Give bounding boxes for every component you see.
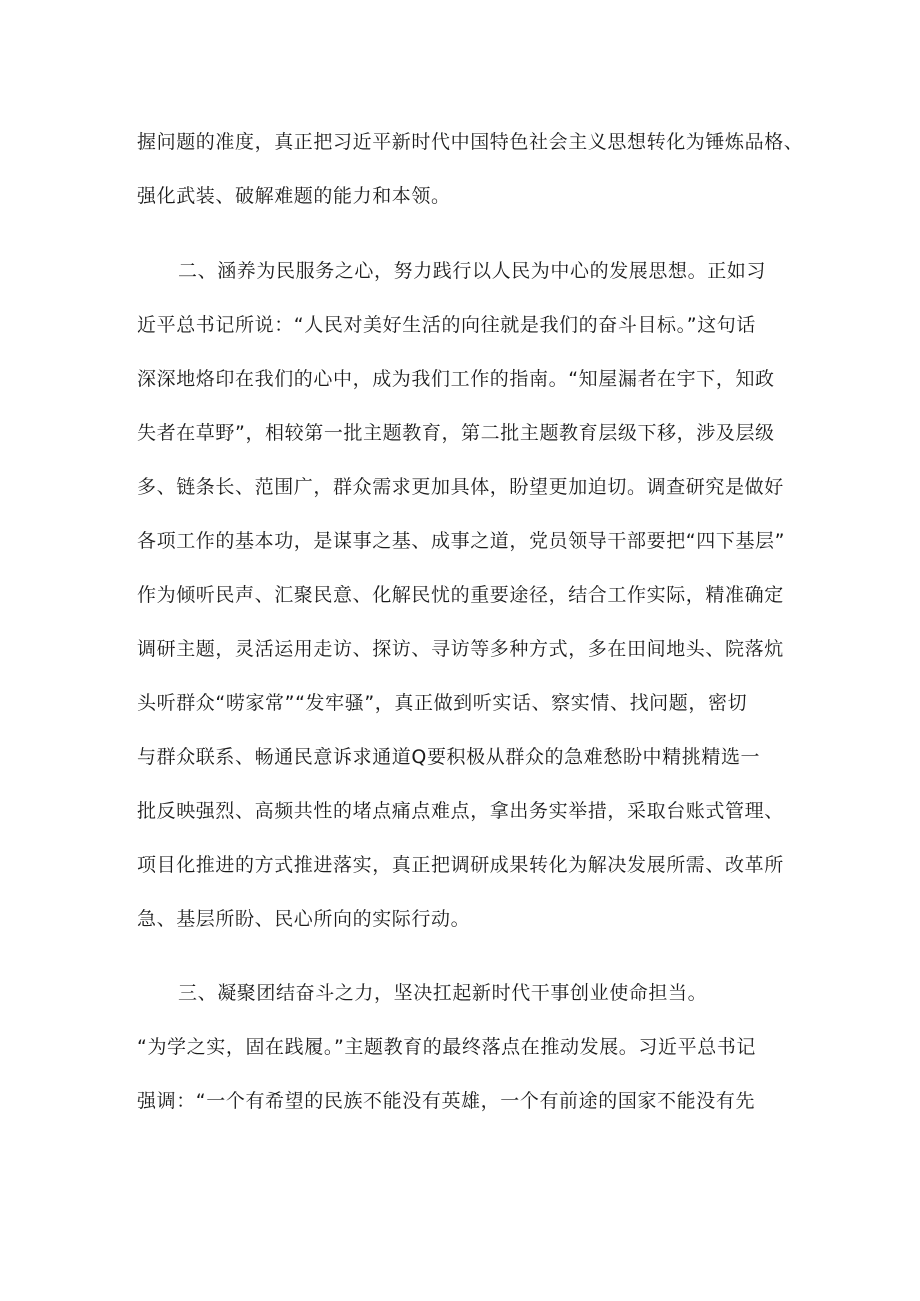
paragraph-1-line-2: 强化武装、破解难题的能力和本领。	[137, 185, 451, 207]
paragraph-2-line-2: 近平总书记所说：“人民对美好生活的向往就是我们的奋斗目标。”这句话	[137, 314, 756, 336]
paragraph-2-line-6: 各项工作的基本功，是谋事之基、成事之道，党员领导干部要把“四下基层”	[137, 530, 786, 552]
paragraph-3-line-1: 三、凝聚团结奋斗之力，坚决扛起新时代干事创业使命担当。	[178, 982, 708, 1004]
paragraph-3-line-3: 强调：“一个有希望的民族不能没有英雄，一个有前途的国家不能没有先	[137, 1090, 756, 1112]
paragraph-1-line-1: 握问题的准度，真正把习近平新时代中国特色社会主义思想转化为锤炼品格、	[137, 131, 804, 153]
paragraph-3-line-2: “为学之实，固在践履。”主题教育的最终落点在推动发展。习近平总书记	[137, 1036, 756, 1058]
paragraph-2-line-1: 二、涵养为民服务之心，努力践行以人民为中心的发展思想。正如习	[178, 260, 767, 282]
paragraph-2-line-7: 作为倾听民声、汇聚民意、化解民忧的重要途径，结合工作实际，精准确定	[137, 584, 784, 606]
paragraph-2-line-8: 调研主题，灵活运用走访、探访、寻访等多种方式，多在田间地头、院落炕	[137, 638, 784, 660]
paragraph-2-line-5: 多、链条长、范围广，群众需求更加具体，盼望更加迫切。调查研究是做好	[137, 476, 784, 498]
paragraph-2-line-10: 与群众联系、畅通民意诉求通道Q要积极从群众的急难愁盼中精挑精选一	[137, 746, 761, 768]
paragraph-2-line-9: 头听群众“唠家常”“发牢骚”，真正做到听实话、察实情、找问题，密切	[137, 692, 748, 714]
paragraph-2-line-13: 急、基层所盼、民心所向的实际行动。	[137, 908, 471, 930]
paragraph-2-line-12: 项目化推进的方式推进落实，真正把调研成果转化为解决发展所需、改革所	[137, 854, 784, 876]
paragraph-2-line-11: 批反映强烈、高频共性的堵点痛点难点，拿出务实举措，采取台账式管理、	[137, 800, 784, 822]
paragraph-2-line-4: 失者在草野”，相较第一批主题教育，第二批主题教育层级下移，涉及层级	[137, 422, 775, 444]
paragraph-2-line-3: 深深地烙印在我们的心中，成为我们工作的指南。“知屋漏者在宇下，知政	[137, 368, 775, 390]
